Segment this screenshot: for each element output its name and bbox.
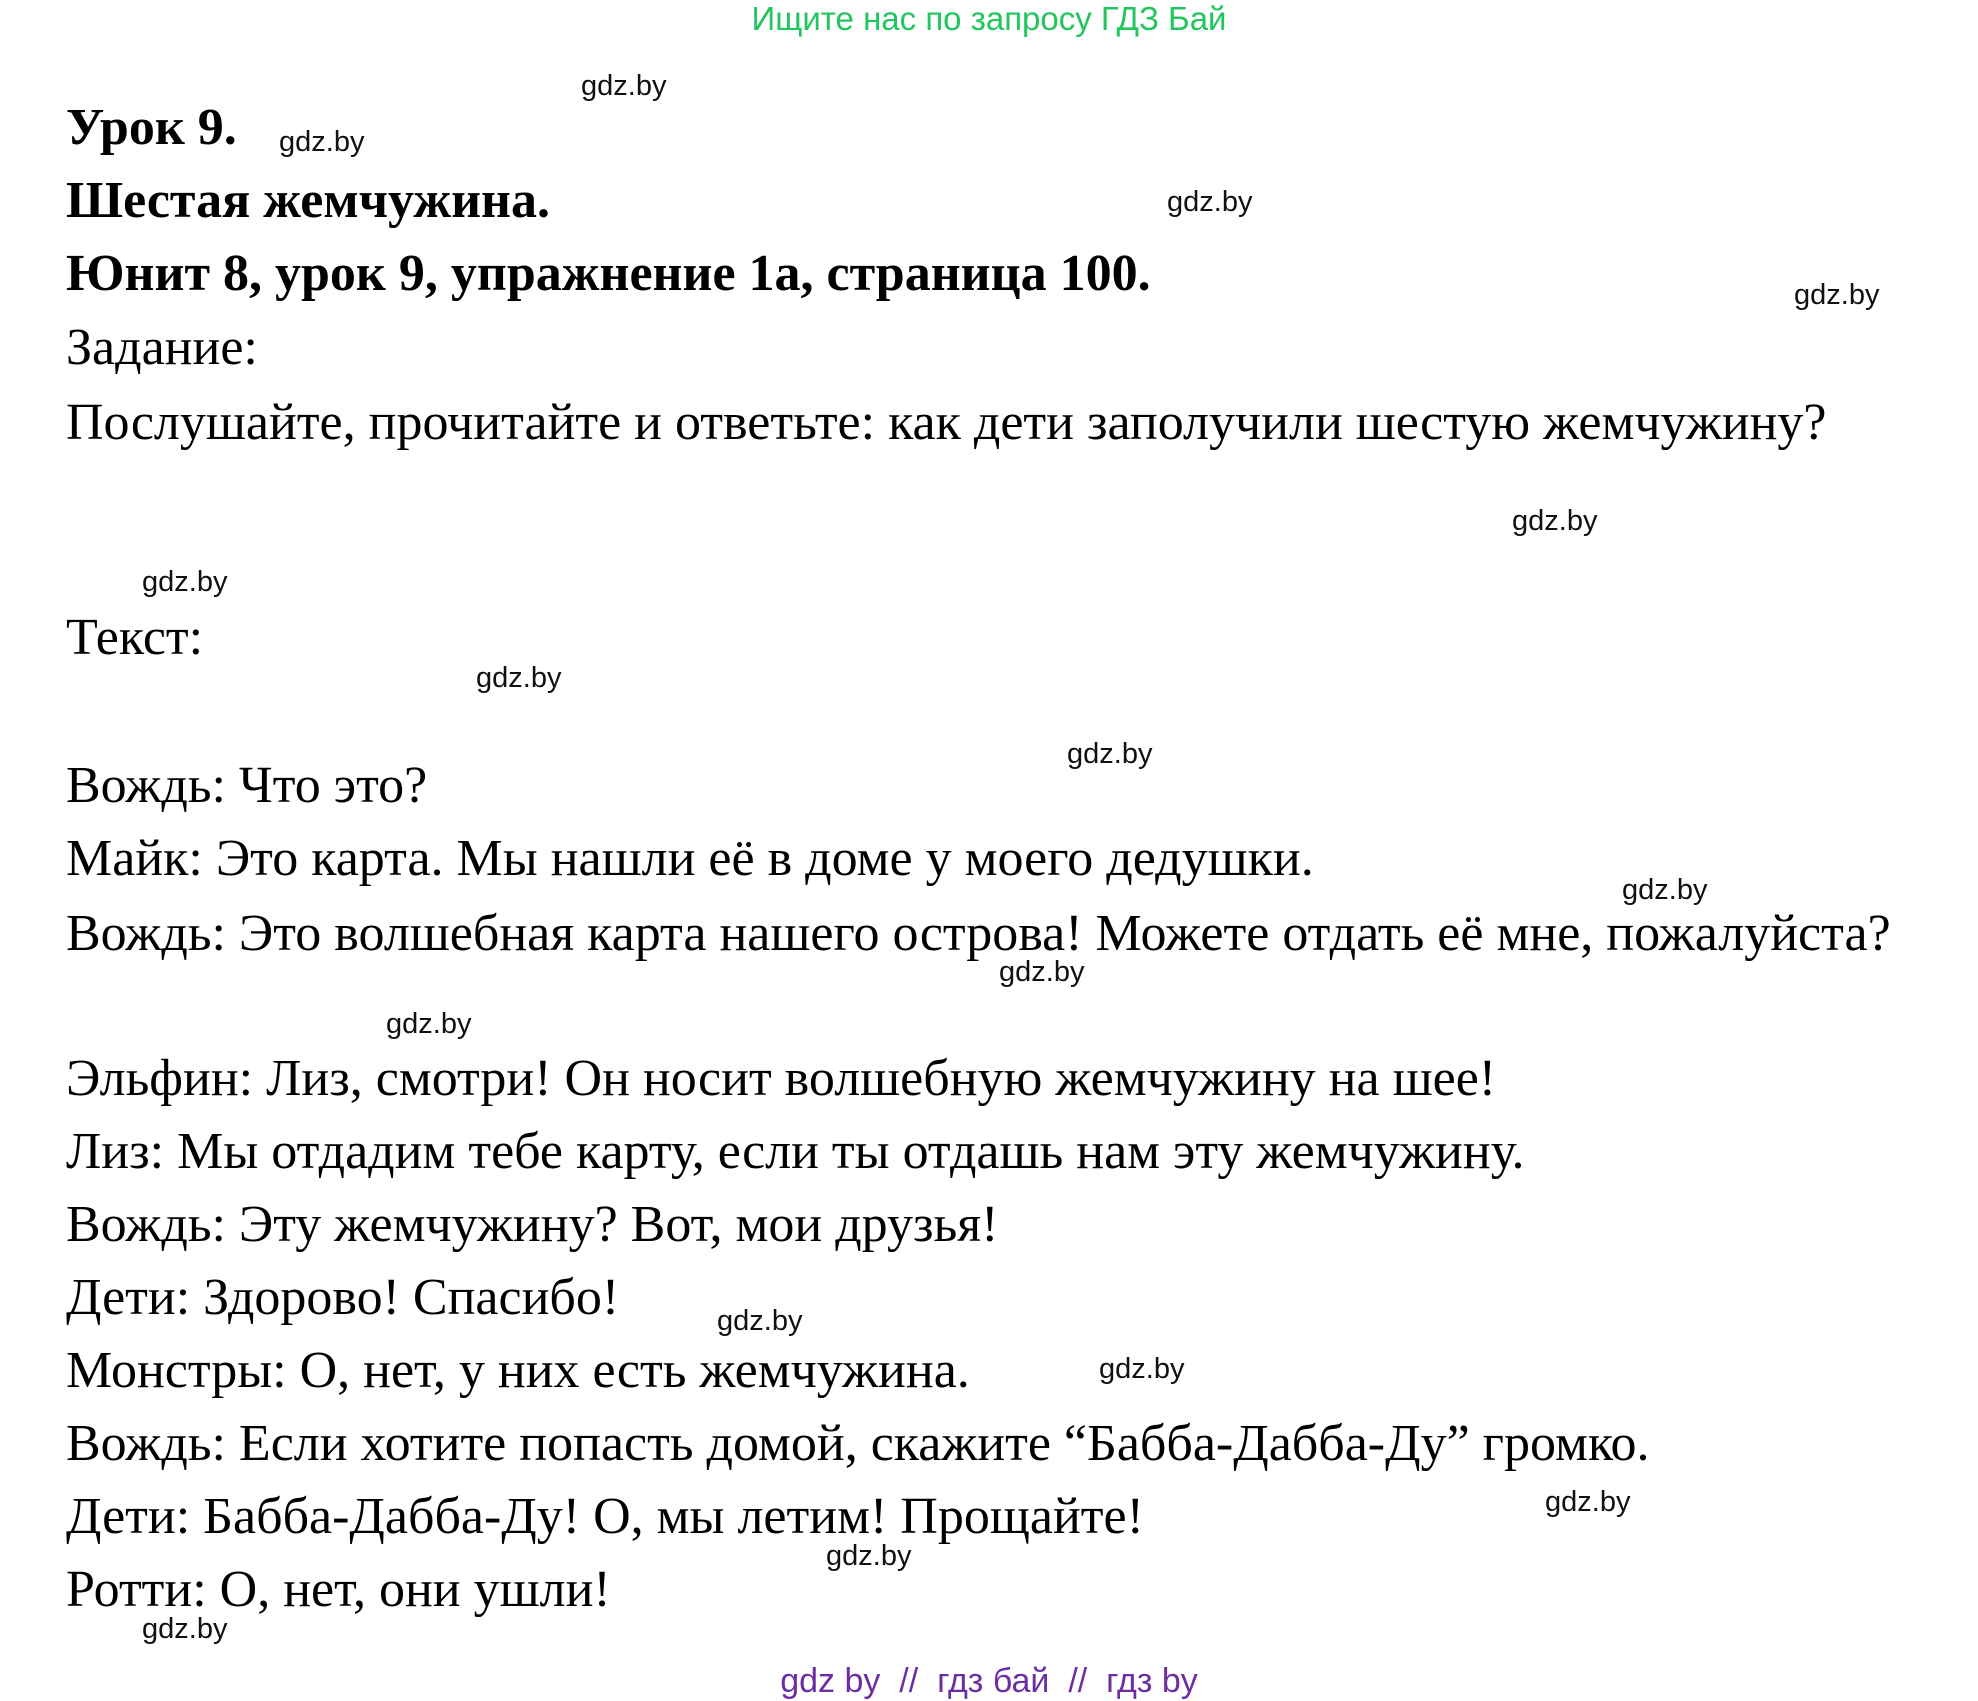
dialogue-line: Майк: Это карта. Мы нашли её в доме у моего дедушки.	[66, 830, 1314, 887]
dialogue-line: Вождь: Если хотите попасть домой, скажите “Бабба-Дабба-Ду” громко.	[66, 1415, 1650, 1472]
text-label: Текст:	[66, 609, 204, 666]
watermark: gdz.by	[476, 662, 562, 694]
watermark: gdz.by	[142, 566, 228, 598]
dialogue-line: Вождь: Эту жемчужину? Вот, мои друзья!	[66, 1196, 999, 1253]
watermark: gdz.by	[1099, 1353, 1185, 1385]
watermark: gdz.by	[386, 1008, 472, 1040]
task-label: Задание:	[66, 319, 258, 376]
watermark: gdz.by	[826, 1540, 912, 1572]
footer-links: gdz by // гдз бай // гдз by	[780, 1662, 1198, 1700]
dialogue-line: Эльфин: Лиз, смотри! Он носит волшебную жемчужину на шее!	[66, 1050, 1497, 1107]
dialogue-line: Дети: Здорово! Спасибо!	[66, 1269, 620, 1326]
watermark: gdz.by	[1545, 1486, 1631, 1518]
top-banner: Ищите нас по запросу ГДЗ Бай	[751, 0, 1227, 37]
dialogue-line: Дети: Бабба-Дабба-Ду! О, мы летим! Прощайте!	[66, 1488, 1144, 1545]
watermark: gdz.by	[1794, 279, 1880, 311]
watermark: gdz.by	[1167, 186, 1253, 218]
exercise-reference: Юнит 8, урок 9, упражнение 1a, страница 100.	[66, 245, 1151, 302]
lesson-number: Урок 9.	[66, 99, 237, 156]
watermark: gdz.by	[1622, 874, 1708, 906]
watermark: gdz.by	[142, 1613, 228, 1645]
dialogue-line: Вождь: Что это?	[66, 757, 428, 814]
dialogue-line: Лиз: Мы отдадим тебе карту, если ты отдашь нам эту жемчужину.	[66, 1123, 1525, 1180]
watermark: gdz.by	[279, 126, 365, 158]
watermark: gdz.by	[999, 956, 1085, 988]
watermark: gdz.by	[717, 1305, 803, 1337]
task-text: Послушайте, прочитайте и ответьте: как дети заполучили шестую жемчужину?	[66, 394, 1827, 451]
dialogue-line: Вождь: Это волшебная карта нашего острова! Можете отдать её мне, пожалуйста?	[66, 905, 1891, 962]
dialogue-line: Монстры: О, нет, у них есть жемчужина.	[66, 1342, 970, 1399]
lesson-title: Шестая жемчужина.	[66, 172, 550, 229]
watermark: gdz.by	[1067, 738, 1153, 770]
dialogue-line: Ротти: О, нет, они ушли!	[66, 1561, 611, 1618]
watermark: gdz.by	[1512, 505, 1598, 537]
watermark: gdz.by	[581, 70, 667, 102]
